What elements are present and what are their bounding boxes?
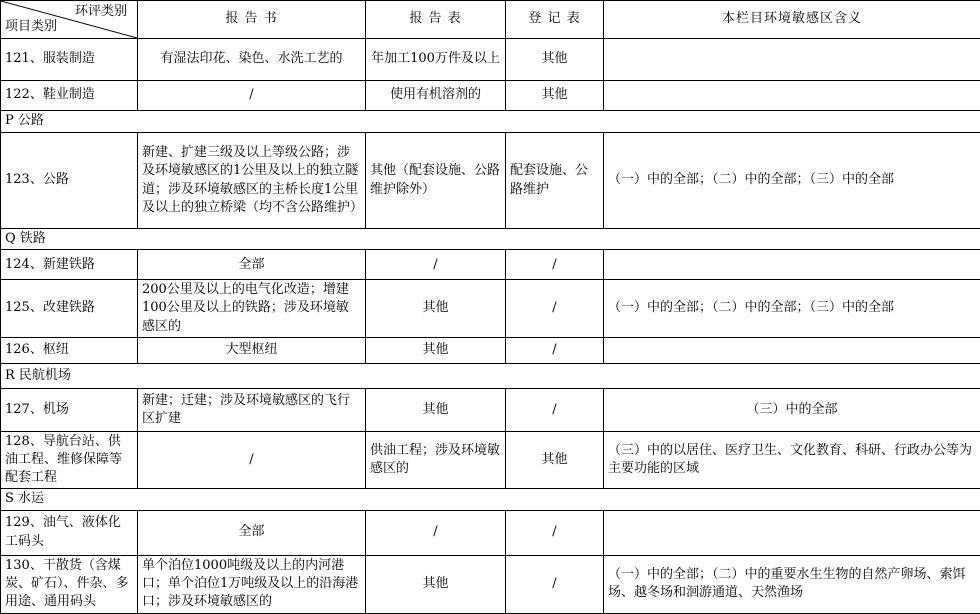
cell-report-book: 单个泊位1000吨级及以上的内河港口；单个泊位1万吨级及以上的沿海港口；涉及环境敏感区的: [138, 555, 366, 613]
cell-report-book: 200公里及以上的电气化改造；增建100公里及以上的铁路；涉及环境敏感区的: [138, 280, 366, 338]
section-header-highway: P 公路: [1, 111, 980, 133]
cell-category: 123、公路: [1, 133, 138, 229]
cell-report-book: 大型枢纽: [138, 337, 366, 363]
section-header-railway: Q 铁路: [1, 229, 980, 250]
cell-registration-form: 其他: [506, 431, 604, 489]
corner-header-cell: [1, 1, 138, 39]
section-row-q: [1, 229, 980, 250]
corner-label-project-category: 项目类别: [5, 18, 57, 36]
table-row-122: [1, 81, 980, 111]
table-row-126: [1, 337, 980, 363]
cell-registration-form: 其他: [506, 39, 604, 81]
section-row-p: [1, 111, 980, 133]
cell-sensitive-area: [604, 250, 980, 280]
cell-report-form: 使用有机溶剂的: [366, 81, 506, 111]
cell-category: 121、服装制造: [1, 39, 138, 81]
corner-label-eia-category: 环评类别: [75, 3, 127, 21]
cell-registration-form: /: [506, 337, 604, 363]
cell-sensitive-area: [604, 39, 980, 81]
cell-category: 130、干散货（含煤炭、矿石）、件杂、多用途、通用码头: [1, 555, 138, 613]
column-header-report-form: 报 告 表: [366, 1, 506, 39]
cell-sensitive-area: （一）中的全部；（二）中的重要水生生物的自然产卵场、索饵场、越冬场和洄游通道、天然渔场: [604, 555, 980, 613]
cell-category: 127、机场: [1, 388, 138, 431]
cell-report-form: /: [366, 250, 506, 280]
cell-report-form: 其他: [366, 280, 506, 338]
cell-registration-form: 配套设施、公路维护: [506, 133, 604, 229]
cell-report-form: 其他（配套设施、公路维护除外）: [366, 133, 506, 229]
cell-report-form: 其他: [366, 388, 506, 431]
cell-sensitive-area: [604, 337, 980, 363]
cell-sensitive-area: （三）中的全部: [604, 388, 980, 431]
table-row-123: [1, 133, 980, 229]
cell-category: 128、导航台站、供油工程、维修保障等配套工程: [1, 431, 138, 489]
table-row-124: [1, 250, 980, 280]
cell-registration-form: /: [506, 250, 604, 280]
cell-registration-form: /: [506, 555, 604, 613]
cell-category: 129、油气、液体化工码头: [1, 510, 138, 555]
table-row-130: [1, 555, 980, 613]
cell-report-form: 其他: [366, 337, 506, 363]
cell-report-book: /: [138, 431, 366, 489]
cell-registration-form: /: [506, 280, 604, 338]
cell-sensitive-area: [604, 510, 980, 555]
cell-report-book: 全部: [138, 250, 366, 280]
cell-category: 126、枢纽: [1, 337, 138, 363]
cell-registration-form: /: [506, 510, 604, 555]
cell-report-form: 年加工100万件及以上: [366, 39, 506, 81]
cell-sensitive-area: （三）中的以居住、医疗卫生、文化教育、科研、行政办公等为主要功能的区域: [604, 431, 980, 489]
cell-report-book: 有湿法印花、染色、水洗工艺的: [138, 39, 366, 81]
section-row-r: [1, 363, 980, 388]
cell-sensitive-area: （一）中的全部；（二）中的全部；（三）中的全部: [604, 133, 980, 229]
cell-report-book: 全部: [138, 510, 366, 555]
table-row-125: [1, 280, 980, 338]
section-header-water-transport: S 水运: [1, 489, 980, 510]
cell-sensitive-area: [604, 81, 980, 111]
column-header-report-book: 报 告 书: [138, 1, 366, 39]
cell-report-form: 其他: [366, 555, 506, 613]
column-header-sensitive-area-meaning: 本栏目环境敏感区含义: [604, 1, 980, 39]
cell-report-book: 新建、扩建三级及以上等级公路；涉及环境敏感区的1公里及以上的独立隧道；涉及环境敏感区的主桥长度1公里及以上的独立桥梁（均不含公路维护）: [138, 133, 366, 229]
cell-report-form: /: [366, 510, 506, 555]
cell-report-book: 新建；迁建；涉及环境敏感区的飞行区扩建: [138, 388, 366, 431]
header-row: [1, 1, 980, 39]
cell-category: 122、鞋业制造: [1, 81, 138, 111]
cell-report-book: /: [138, 81, 366, 111]
column-header-registration-form: 登 记 表: [506, 1, 604, 39]
cell-report-form: 供油工程；涉及环境敏感区的: [366, 431, 506, 489]
table-row-128: [1, 431, 980, 489]
section-header-civil-airport: R 民航机场: [1, 363, 980, 388]
table-row-129: [1, 510, 980, 555]
cell-registration-form: 其他: [506, 81, 604, 111]
cell-category: 124、新建铁路: [1, 250, 138, 280]
cell-registration-form: /: [506, 388, 604, 431]
cell-category: 125、改建铁路: [1, 280, 138, 338]
cell-sensitive-area: （一）中的全部；（二）中的全部；（三）中的全部: [604, 280, 980, 338]
table-row-121: [1, 39, 980, 81]
table-row-127: [1, 388, 980, 431]
section-row-s: [1, 489, 980, 510]
